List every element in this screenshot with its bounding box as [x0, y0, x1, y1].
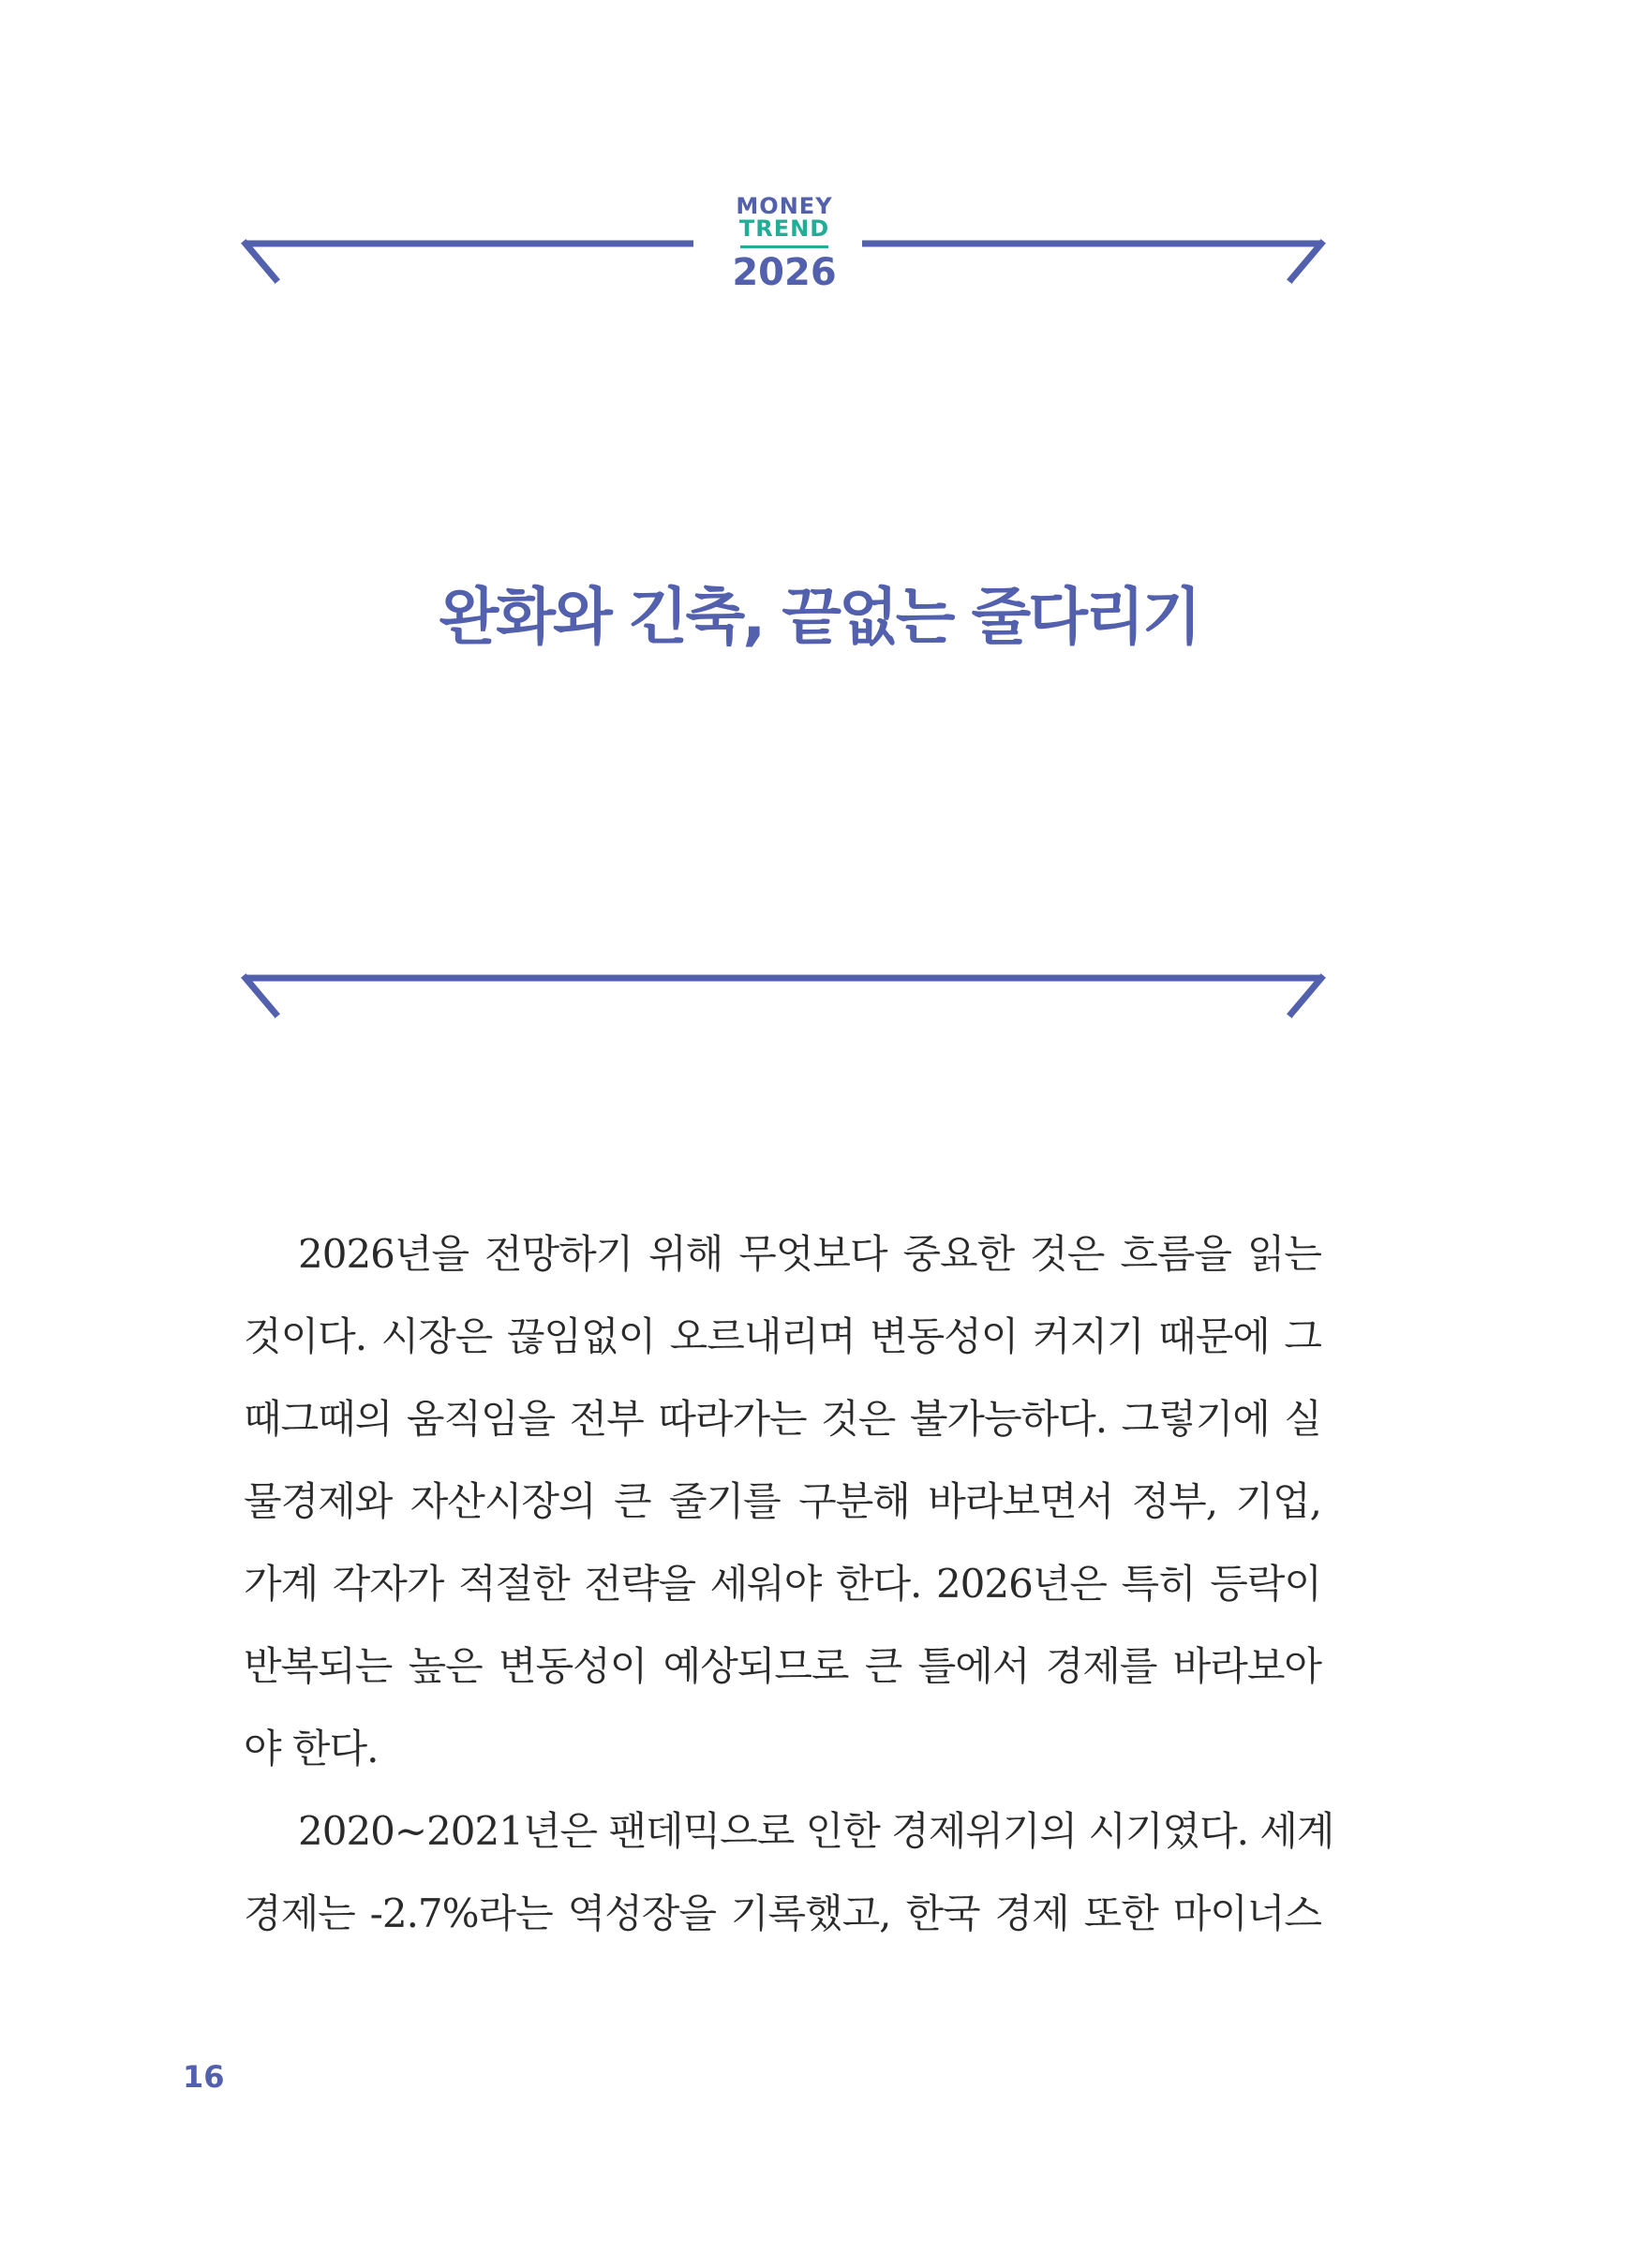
top-frame-left-hook [246, 244, 275, 279]
body-line: 경제는 -2.7%라는 역성장을 기록했고, 한국 경제 또한 마이너스 [244, 1890, 1321, 1936]
bottom-frame-left-hook [246, 978, 275, 1014]
top-frame-line [0, 225, 1638, 281]
body-line: 때그때의 움직임을 전부 따라가는 것은 불가능하다. 그렇기에 실 [244, 1396, 1321, 1442]
bottom-frame-line [0, 959, 1638, 1015]
body-line: 물경제와 자산시장의 큰 줄기를 구분해 바라보면서 정부, 기업, [244, 1478, 1321, 1524]
page-number: 16 [183, 2059, 225, 2095]
logo-year-text: 2026 [732, 251, 837, 294]
body-line: 야 한다. [244, 1726, 379, 1771]
logo-money-text: MONEY [736, 193, 833, 219]
body-line: 것이다. 시장은 끊임없이 오르내리며 변동성이 커지기 때문에 그 [244, 1313, 1321, 1359]
top-frame-right-hook [1291, 244, 1321, 279]
body-line: 2020~2021년은 팬데믹으로 인한 경제위기의 시기였다. 세계 [298, 1808, 1334, 1854]
body-line: 가계 각자가 적절한 전략을 세워야 한다. 2026년은 특히 등락이 [244, 1561, 1321, 1607]
logo-trend-text: TREND [738, 215, 830, 242]
body-line: 2026년을 전망하기 위해 무엇보다 중요한 것은 흐름을 읽는 [298, 1231, 1321, 1277]
bottom-frame-right-hook [1291, 978, 1321, 1014]
chapter-title: 완화와 긴축, 끝없는 줄다리기 [439, 581, 1199, 653]
body-line: 반복되는 높은 변동성이 예상되므로 큰 틀에서 경제를 바라보아 [244, 1643, 1321, 1689]
body-text [244, 1213, 1334, 1955]
